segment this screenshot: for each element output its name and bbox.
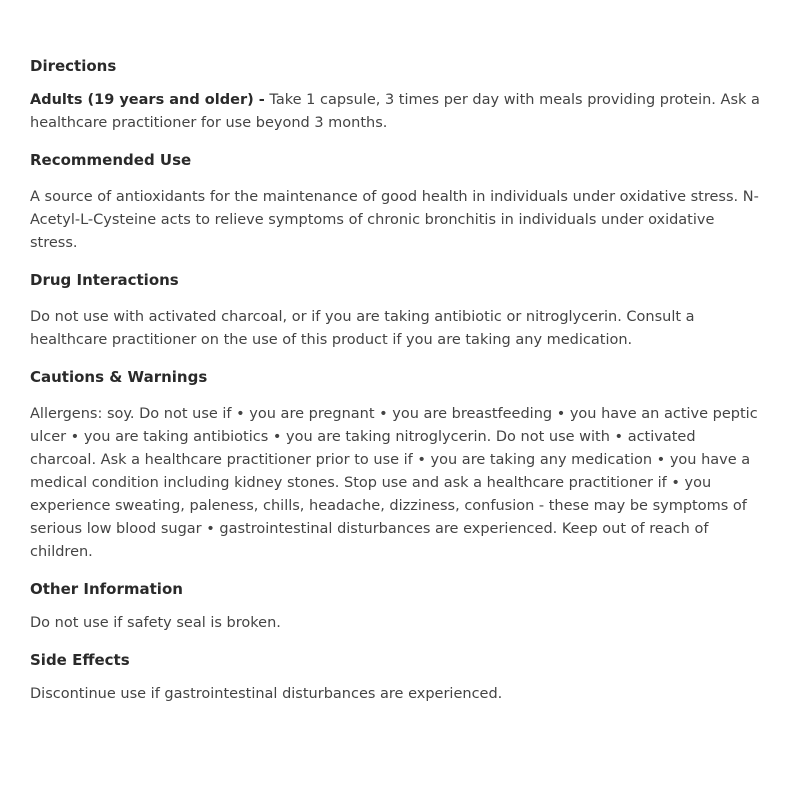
directions-lead: Adults (19 years and older) - [30, 92, 265, 108]
cautions-text: Allergens: soy. Do not use if • you are pregnant • you are breastfeeding • you have an active peptic ulcer • you are taking antibiotics • you are taking nitroglycerin. Do not use with • activated charcoal. Ask a healthcare practitioner prior to use if • you are taking any medication • you have a medical condition including kidney stones. Stop use and ask a healthcare practitioner if • you experience sweating, paleness, chills, headache, dizziness, confusion - these may be symptoms of serious low blood sugar • gastrointestinal disturbances are experienced. Keep out of reach of children. [30, 406, 758, 560]
drug-interactions-text: Do not use with activated charcoal, or if you are taking antibiotic or nitroglycerin. Consult a healthcare practitioner on the use of this product if you are taking any medication. [30, 309, 695, 348]
directions-body: Take 1 capsule, 3 times per day with meals providing protein. Ask a healthcare practitioner for use beyond 3 months. [30, 92, 760, 131]
recommended-use-heading: Recommended Use [30, 151, 192, 169]
other-information-text: Do not use if safety seal is broken. [30, 615, 281, 631]
cautions-heading: Cautions & Warnings [30, 368, 208, 386]
side-effects-heading: Side Effects [30, 651, 130, 669]
recommended-use-text: A source of antioxidants for the maintenance of good health in individuals under oxidative stress. N-Acetyl-L-Cysteine acts to relieve symptoms of chronic bronchitis in individuals under oxidative stress. [30, 189, 759, 251]
side-effects-text: Discontinue use if gastrointestinal disturbances are experienced. [30, 686, 503, 702]
product-info-content [30, 55, 765, 706]
drug-interactions-heading: Drug Interactions [30, 271, 179, 289]
directions-text [30, 89, 765, 135]
directions-heading: Directions [30, 57, 117, 75]
other-information-heading: Other Information [30, 580, 183, 598]
